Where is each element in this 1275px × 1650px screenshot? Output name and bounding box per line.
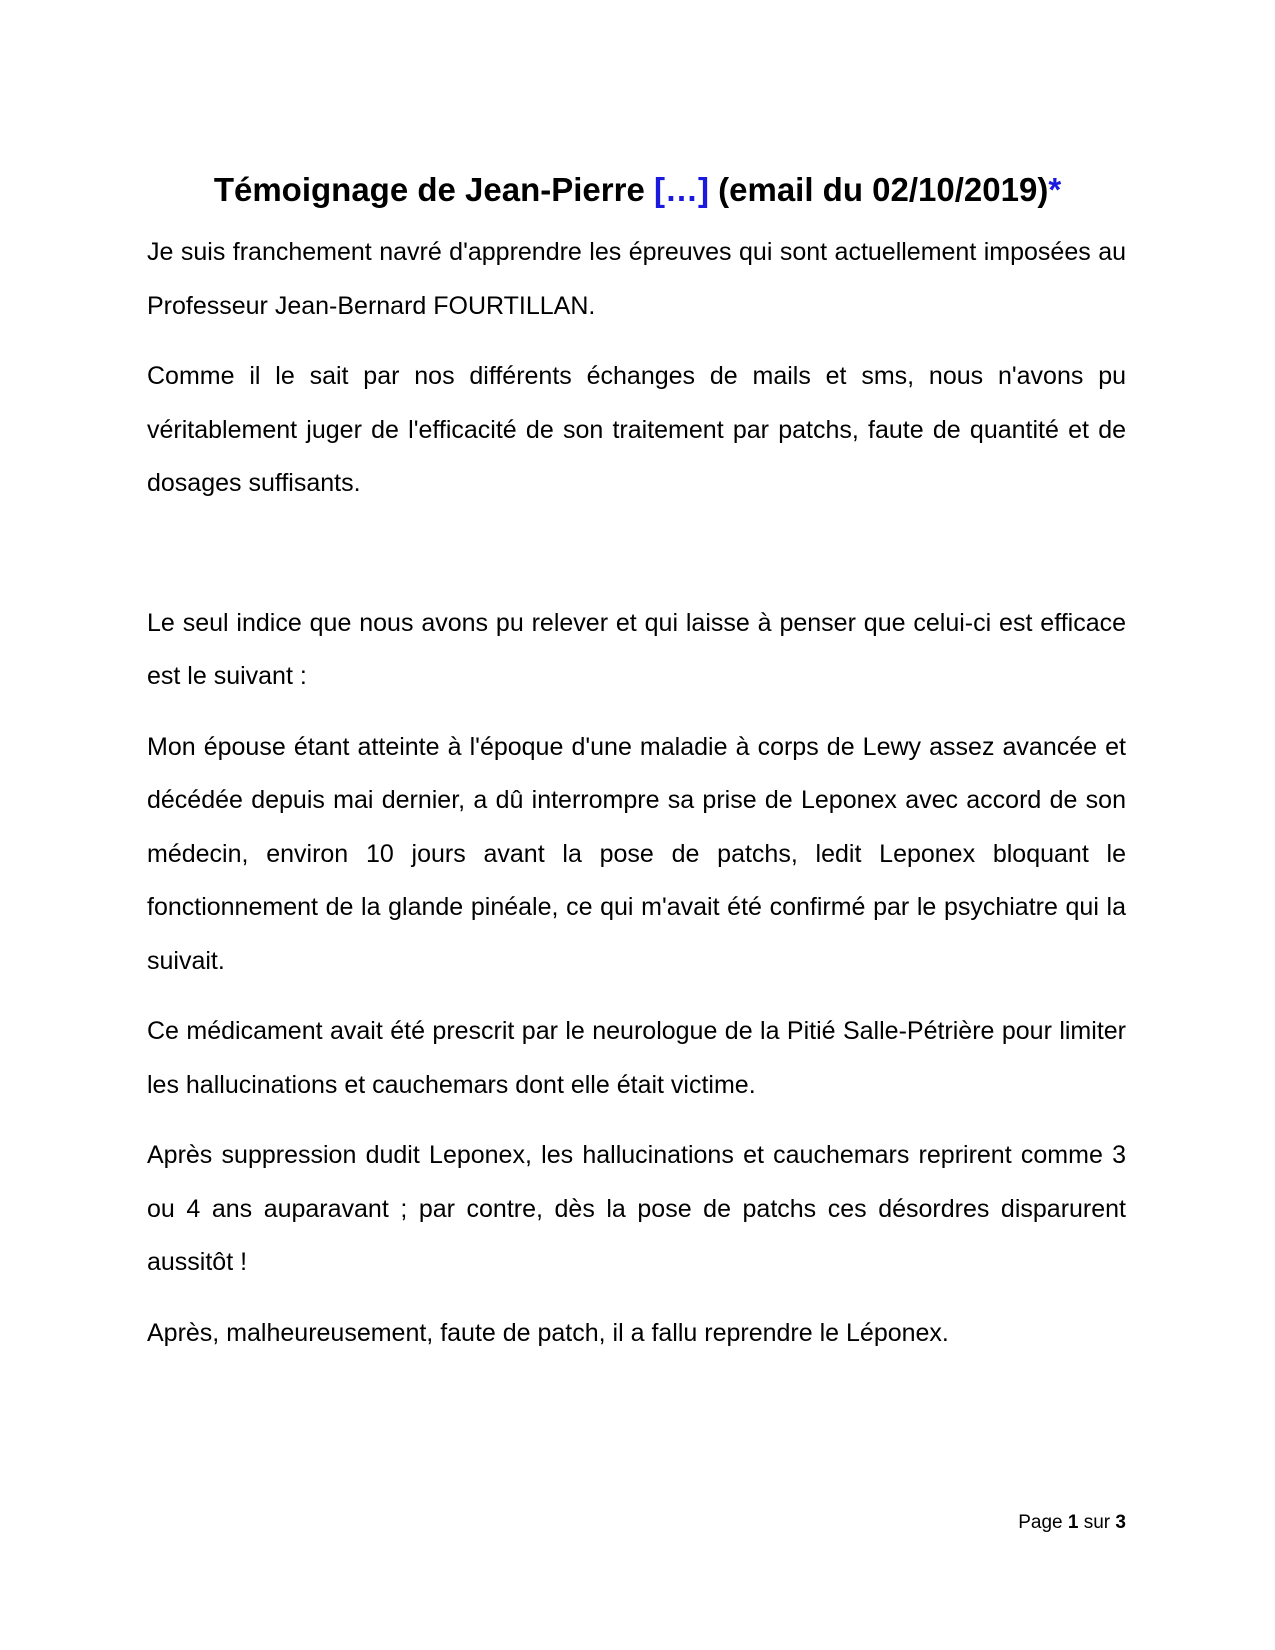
document-body [147, 226, 1126, 1377]
paragraph: Ce médicament avait été prescrit par le neurologue de la Pitié Salle-Pétrière pour limiter les hallucinations et cauchemars dont elle était victime. [147, 1017, 1126, 1099]
footer-total-pages: 3 [1115, 1512, 1126, 1533]
footer-current-page: 1 [1067, 1512, 1079, 1533]
paragraph: Après suppression dudit Leponex, les hallucinations et cauchemars reprirent comme 3 ou 4 ans auparavant ; par contre, dès la pose de patchs ces désordres disparurent aussitôt ! [147, 1141, 1126, 1276]
title-suffix: (email du 02/10/2019) [708, 171, 1049, 209]
title-asterisk: * [1048, 171, 1062, 209]
paragraph: Après, malheureusement, faute de patch, il a fallu reprendre le Léponex. [147, 1318, 949, 1347]
paragraph: Comme il le sait par nos différents échanges de mails et sms, nous n'avons pu véritablement juger de l'efficacité de son traitement par patchs, faute de quantité et de dosages suffisants. [147, 362, 1126, 497]
paragraph: Le seul indice que nous avons pu relever et qui laisse à penser que celui-ci est efficace est le suivant : [147, 608, 1126, 690]
title-redaction-marker: […] [653, 171, 709, 209]
page-number-footer [1018, 1510, 1126, 1536]
paragraph: Je suis franchement navré d'apprendre les épreuves qui sont actuellement imposées au Professeur Jean-Bernard FOURTILLAN. [147, 238, 1126, 320]
footer-page-word: Page [1018, 1512, 1063, 1533]
title-prefix: Témoignage de Jean-Pierre [213, 171, 654, 209]
document-title [0, 168, 1275, 212]
paragraph: Mon épouse étant atteinte à l'époque d'une maladie à corps de Lewy assez avancée et décédée depuis mai dernier, a dû interrompre sa prise de Leponex avec accord de son médecin, environ 10 jours avant la pose de patchs, ledit Leponex bloquant le fonctionnement de la glande pinéale, ce qui m'avait été confirmé par le psychiatre qui la suivait. [147, 732, 1126, 975]
footer-of-word: sur [1083, 1512, 1111, 1533]
